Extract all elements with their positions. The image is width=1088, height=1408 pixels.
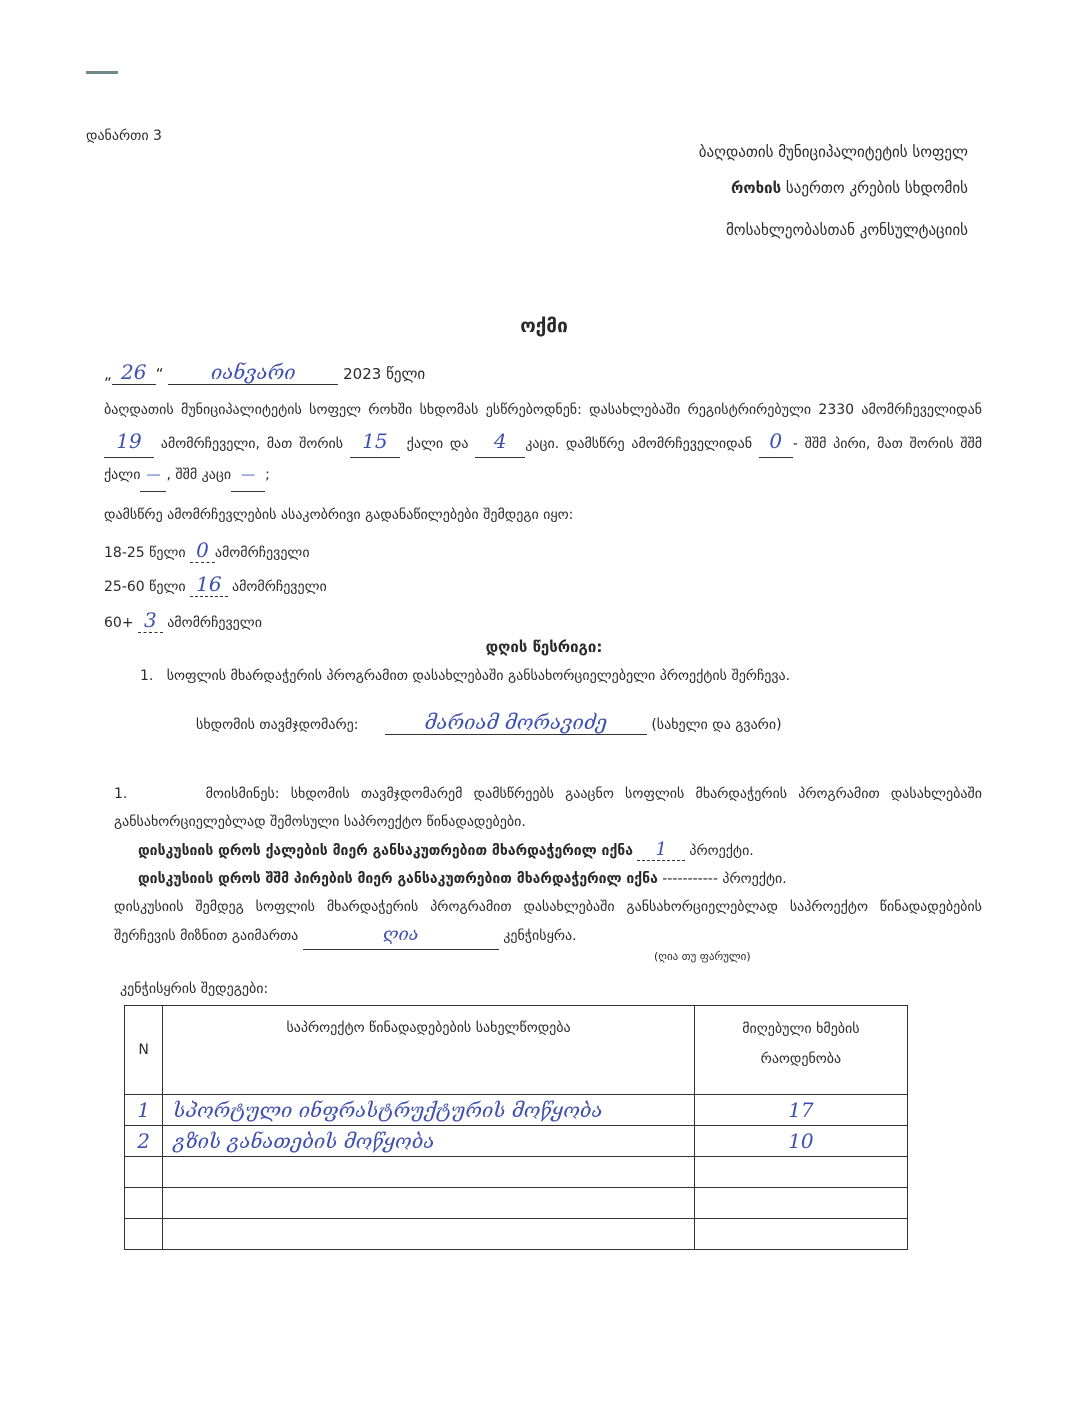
- header-votes: მიღებული ხმების რაოდენობა: [694, 1006, 907, 1095]
- results-table: [124, 1005, 908, 1250]
- date-year: 2023 წელი: [343, 365, 426, 383]
- pwd-men-count: —: [231, 460, 265, 492]
- table-row: [125, 1157, 908, 1188]
- attended-count: 19: [104, 426, 154, 458]
- age-count: 0: [190, 538, 215, 563]
- listened-paragraph: [114, 780, 982, 836]
- age-range: 25-60 წელი: [104, 579, 186, 595]
- women-count: 15: [350, 426, 400, 458]
- header-project-name: საპროექტო წინადადებების სახელწოდება: [163, 1006, 695, 1095]
- attendance-text-4: - შშმ პირი, მათ შორის შშმ ქალი: [104, 436, 983, 483]
- row-number: [125, 1188, 163, 1219]
- vote-paragraph-suffix: კენჭისყრა.: [503, 928, 577, 944]
- quote-close: “: [155, 365, 164, 383]
- attendance-intro: ბაღდათის მუნიციპალიტეტის სოფელ როხში სხდომას ესწრებოდნენ: დასახლებაში რეგისტრირებული 2330 ამომრჩეველიდან: [104, 402, 982, 418]
- header-n: N: [125, 1006, 163, 1095]
- row-number: 2: [125, 1126, 163, 1157]
- date-day: 26: [112, 360, 156, 385]
- listened-number: 1.: [114, 786, 128, 802]
- women-support-suffix: პროექტი.: [689, 843, 754, 859]
- row-number: 1: [125, 1095, 163, 1126]
- quote-open: „: [104, 365, 112, 383]
- top-mark: [86, 71, 118, 74]
- row-votes: [694, 1188, 907, 1219]
- attendance-text-2: ქალი და: [406, 436, 469, 452]
- vote-paragraph: [114, 893, 982, 950]
- row-project-name: გზის განათების მოწყობა: [163, 1126, 695, 1157]
- header-line-3: მოსახლეობასთან კონსულტაციის: [725, 221, 968, 239]
- chair-hint: (სახელი და გვარი): [651, 717, 782, 733]
- row-number: [125, 1157, 163, 1188]
- row-project-name: სპორტული ინფრასტრუქტურის მოწყობა: [163, 1095, 695, 1126]
- age-range: 60+: [104, 615, 134, 631]
- age-count: 3: [138, 608, 163, 633]
- age-intro: დამსწრე ამომრჩევლების ასაკობრივი გადანაწილებები შემდეგი იყო:: [104, 507, 574, 523]
- pwd-support-suffix: პროექტი.: [722, 871, 787, 887]
- age-suffix: ამომრჩეველი: [214, 545, 310, 561]
- table-row: [125, 1095, 908, 1126]
- header-line-2: [731, 179, 968, 197]
- vote-paragraph-text: დისკუსიის შემდეგ სოფლის მხარდაჭერის პროგრამით დასახლებაში განსახორციელებლად საპროექტო წინადადებების შერჩევის მიზნით გაიმართა: [114, 899, 982, 944]
- village-name: როხის: [731, 179, 782, 197]
- annex-label: დანართი 3: [86, 128, 162, 144]
- row-project-name: [163, 1157, 695, 1188]
- row-number: [125, 1219, 163, 1250]
- pwd-support-text: დისკუსიის დროს შშმ პირების მიერ განსაკუთრებით მხარდაჭერილ იქნა: [138, 871, 658, 887]
- age-suffix: ამომრჩეველი: [232, 579, 327, 595]
- agenda-item-text: სოფლის მხარდაჭერის პროგრამით დასახლებაში განსახორციელებელი პროექტის შერჩევა.: [166, 668, 791, 684]
- agenda-item: [140, 668, 790, 684]
- attendance-text-5: , შშმ კაცი: [166, 467, 232, 483]
- listened-text: სხდომის თავმჯდომარემ დამსწრეებს გააცნო სოფლის მხარდაჭერის პროგრამით დასახლებაში განსახორციელებლად შემოსული საპროექტო წინადადებები.: [114, 786, 982, 830]
- men-count: 4: [475, 426, 525, 458]
- table-row: [125, 1188, 908, 1219]
- women-support-text: დისკუსიის დროს ქალების მიერ განსაკუთრებით მხარდაჭერილ იქნა: [138, 843, 633, 859]
- row-project-name: [163, 1219, 695, 1250]
- age-count: 16: [190, 572, 227, 597]
- vote-type: ღია: [303, 921, 499, 950]
- row-votes: [694, 1219, 907, 1250]
- age-row-1: [104, 538, 310, 562]
- header-line-2-rest: საერთო კრების სხდომის: [781, 179, 968, 197]
- chair-label: სხდომის თავმჯდომარე:: [196, 717, 359, 733]
- agenda-item-number: 1.: [140, 668, 154, 684]
- pwd-support-line: [114, 865, 982, 893]
- age-range: 18-25 წელი: [104, 545, 186, 561]
- table-row: [125, 1219, 908, 1250]
- vote-hint: (ღია თუ ფარული): [654, 950, 751, 963]
- women-support-count: 1: [637, 839, 684, 861]
- pwd-support-fill: -----------: [662, 871, 718, 887]
- listened-section: [114, 780, 982, 964]
- listened-label: მოისმინეს:: [205, 786, 280, 802]
- table-header-row: [125, 1006, 908, 1095]
- results-label: კენჭისყრის შედეგები:: [120, 981, 269, 997]
- table-row: [125, 1126, 908, 1157]
- attendance-text-1: ამომრჩეველი, მათ შორის: [160, 436, 344, 452]
- age-row-3: [104, 608, 262, 632]
- row-votes: [694, 1157, 907, 1188]
- chair-signature: მარიამ მორავიძე: [385, 710, 647, 735]
- age-suffix: ამომრჩეველი: [167, 615, 262, 631]
- agenda-title: დღის წესრიგი:: [485, 638, 603, 656]
- pwd-count: 0: [759, 426, 793, 458]
- row-votes: 10: [694, 1126, 907, 1157]
- attendance-end: ;: [265, 467, 270, 483]
- attendance-text-3: კაცი. დამსწრე ამომრჩეველიდან: [525, 436, 753, 452]
- date-row: [104, 360, 425, 385]
- page-title: ოქმი: [520, 315, 568, 337]
- date-month: იანვარი: [168, 360, 338, 385]
- header-line-1: ბაღდათის მუნიციპალიტეტის სოფელ: [698, 143, 968, 161]
- pwd-women-count: —: [140, 460, 166, 492]
- row-votes: 17: [694, 1095, 907, 1126]
- chairperson-row: [196, 710, 782, 735]
- row-project-name: [163, 1188, 695, 1219]
- attendance-paragraph: [104, 395, 982, 492]
- age-row-2: [104, 572, 327, 596]
- women-support-line: [114, 836, 982, 865]
